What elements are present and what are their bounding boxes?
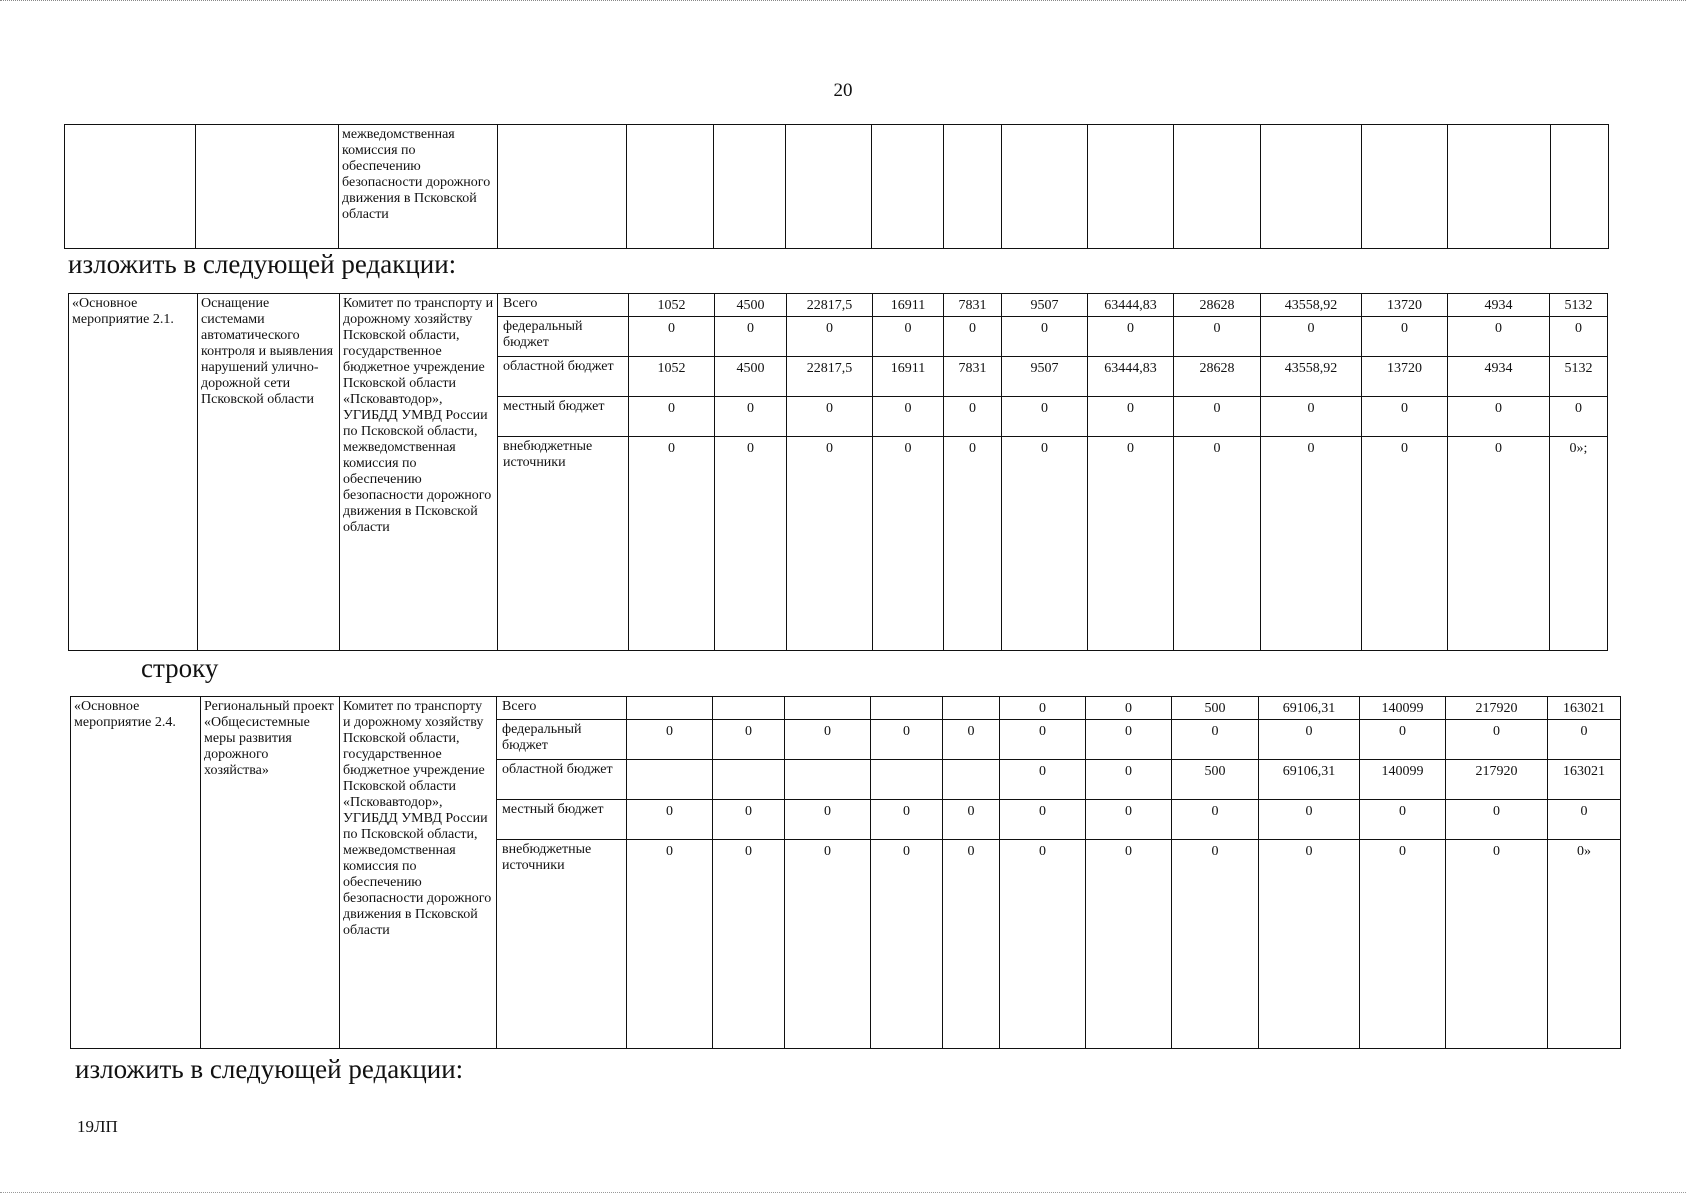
value-cell: 0	[1174, 437, 1261, 651]
value-cell: 0	[629, 317, 715, 357]
value-cell: 0	[944, 437, 1002, 651]
value-cell: 0	[1261, 317, 1362, 357]
value-cell: 0	[1261, 397, 1362, 437]
value-cell: 0	[1088, 437, 1174, 651]
source-cell: областной бюджет	[498, 357, 629, 397]
value-cell: 13720	[1362, 357, 1448, 397]
value-cell: 0	[871, 840, 943, 1049]
value-cell: 0	[944, 397, 1002, 437]
fragment-value-cell	[944, 125, 1002, 249]
footer-code: 19ЛП	[77, 1117, 118, 1136]
value-cell: 0	[1002, 397, 1088, 437]
value-cell: 0	[1002, 317, 1088, 357]
value-cell: 0	[629, 437, 715, 651]
source-cell: местный бюджет	[497, 800, 627, 840]
value-cell: 0	[627, 840, 713, 1049]
value-cell: 0	[1000, 720, 1086, 760]
value-cell: 0	[1362, 437, 1448, 651]
fragment-value-cell	[1448, 125, 1551, 249]
value-cell: 500	[1172, 697, 1259, 720]
event-2-1-table	[68, 293, 1608, 651]
value-cell: 0	[713, 840, 785, 1049]
value-cell: 0	[1172, 720, 1259, 760]
fragment-name-cell	[196, 125, 339, 249]
page-number: 20	[833, 80, 853, 101]
value-cell	[785, 760, 871, 800]
value-cell: 0	[943, 840, 1000, 1049]
value-cell: 0	[1362, 317, 1448, 357]
value-cell: 0	[1360, 800, 1446, 840]
value-cell: 1052	[629, 294, 715, 317]
executor-part: государственное бюджетное учреждение Псковской области «Псковавтодор»,	[343, 747, 485, 810]
value-cell: 0	[873, 437, 944, 651]
source-cell: внебюджетные источники	[498, 437, 629, 651]
value-cell: 0	[1448, 437, 1550, 651]
value-cell: 0	[944, 317, 1002, 357]
value-cell: 0	[1088, 317, 1174, 357]
event-executor-cell	[340, 697, 497, 1049]
value-cell: 0	[1261, 437, 1362, 651]
scan-edge-bottom	[0, 1188, 1686, 1193]
executor-part: УГИБДД УМВД России по Псковской области,	[343, 408, 488, 439]
value-cell: 0	[1000, 800, 1086, 840]
value-cell: 0	[715, 437, 787, 651]
source-cell: федеральный бюджет	[498, 317, 629, 357]
value-cell: 0	[1448, 317, 1550, 357]
value-cell: 0	[943, 800, 1000, 840]
value-cell: 0	[787, 397, 873, 437]
value-cell: 500	[1172, 760, 1259, 800]
value-cell: 4500	[715, 294, 787, 317]
value-cell	[943, 760, 1000, 800]
value-cell: 4934	[1448, 294, 1550, 317]
value-cell: 0	[1086, 840, 1172, 1049]
table-row	[69, 294, 1608, 317]
value-cell: 0	[627, 720, 713, 760]
value-cell: 7831	[944, 357, 1002, 397]
value-cell: 22817,5	[787, 294, 873, 317]
value-cell: 0	[715, 397, 787, 437]
value-cell: 63444,83	[1088, 357, 1174, 397]
executor-part: Комитет по транспорту и дорожному хозяйству Псковской области,	[343, 699, 484, 746]
source-cell: областной бюджет	[497, 760, 627, 800]
fragment-value-cell	[872, 125, 944, 249]
value-cell: 140099	[1360, 760, 1446, 800]
value-cell: 0	[787, 317, 873, 357]
value-cell: 22817,5	[787, 357, 873, 397]
fragment-value-cell	[714, 125, 786, 249]
fragment-value-cell	[1261, 125, 1362, 249]
fragment-executor-cell: межведомственная комиссия по обеспечению безопасности дорожного движения в Псковской области	[339, 125, 498, 249]
value-cell: 0	[785, 800, 871, 840]
table-fragment	[64, 124, 1609, 249]
value-cell: 0	[1448, 397, 1550, 437]
value-cell: 0	[1174, 317, 1261, 357]
value-cell: 0	[1086, 760, 1172, 800]
value-cell: 163021	[1548, 697, 1621, 720]
fragment-value-cell	[1088, 125, 1174, 249]
value-cell: 0	[871, 720, 943, 760]
value-cell: 0	[1002, 437, 1088, 651]
value-cell: 0	[1000, 697, 1086, 720]
fragment-value-cell	[627, 125, 714, 249]
fragment-value-cell	[786, 125, 872, 249]
value-cell: 0	[1259, 840, 1360, 1049]
fragment-value-cell	[1362, 125, 1448, 249]
value-cell: 28628	[1174, 294, 1261, 317]
value-cell: 63444,83	[1088, 294, 1174, 317]
source-cell: Всего	[498, 294, 629, 317]
value-cell: 0	[1548, 800, 1621, 840]
value-cell: 0	[943, 720, 1000, 760]
value-cell: 16911	[873, 294, 944, 317]
value-cell: 0	[713, 720, 785, 760]
instruction-heading: строку	[141, 653, 219, 683]
value-cell: 0	[1000, 840, 1086, 1049]
value-cell: 0	[627, 800, 713, 840]
value-cell: 9507	[1002, 357, 1088, 397]
value-cell: 0	[1086, 720, 1172, 760]
value-cell	[785, 697, 871, 720]
value-cell: 140099	[1360, 697, 1446, 720]
executor-part: Комитет по транспорту и дорожному хозяйству Псковской области,	[343, 296, 494, 343]
value-cell: 43558,92	[1261, 294, 1362, 317]
value-cell: 0	[713, 800, 785, 840]
value-cell: 0	[1446, 840, 1548, 1049]
value-cell: 0	[1259, 720, 1360, 760]
value-cell: 28628	[1174, 357, 1261, 397]
value-cell: 0	[1174, 397, 1261, 437]
fragment-value-cell	[1551, 125, 1609, 249]
executor-part: УГИБДД УМВД России по Псковской области, межведомственная комиссия по обеспечению безопасности дорожного движения в Псковской области	[343, 811, 492, 938]
value-cell: 217920	[1446, 760, 1548, 800]
value-cell: 0	[1360, 720, 1446, 760]
instruction-heading: изложить в следующей редакции:	[68, 249, 457, 279]
value-cell	[627, 760, 713, 800]
value-cell: 0	[785, 720, 871, 760]
value-cell: 69106,31	[1259, 697, 1360, 720]
value-cell: 0	[871, 800, 943, 840]
fragment-source-cell	[498, 125, 627, 249]
value-cell: 0	[787, 437, 873, 651]
fragment-code-cell	[65, 125, 196, 249]
value-cell: 217920	[1446, 697, 1548, 720]
value-cell: 0	[1172, 800, 1259, 840]
value-cell: 0	[1446, 720, 1548, 760]
value-cell: 5132	[1550, 294, 1608, 317]
value-cell: 0	[1360, 840, 1446, 1049]
value-cell: 0	[1086, 800, 1172, 840]
value-cell: 5132	[1550, 357, 1608, 397]
event-code-cell: «Основное мероприятие 2.1.	[69, 294, 198, 651]
value-cell: 0	[1088, 397, 1174, 437]
event-executor-cell	[340, 294, 498, 651]
value-cell: 0	[1172, 840, 1259, 1049]
instruction-heading: изложить в следующей редакции:	[75, 1054, 464, 1084]
value-cell: 0	[1548, 720, 1621, 760]
value-cell: 16911	[873, 357, 944, 397]
value-cell: 0	[1259, 800, 1360, 840]
source-cell: местный бюджет	[498, 397, 629, 437]
value-cell: 43558,92	[1261, 357, 1362, 397]
value-cell: 9507	[1002, 294, 1088, 317]
value-cell: 0	[785, 840, 871, 1049]
scan-edge-top	[0, 0, 1686, 5]
value-cell	[871, 697, 943, 720]
value-cell	[871, 760, 943, 800]
event-code-cell: «Основное мероприятие 2.4.	[71, 697, 201, 1049]
value-cell: 0	[873, 397, 944, 437]
value-cell: 4934	[1448, 357, 1550, 397]
source-cell: федеральный бюджет	[497, 720, 627, 760]
value-cell	[713, 697, 785, 720]
value-cell: 0	[1446, 800, 1548, 840]
executor-part: межведомственная комиссия по обеспечению безопасности дорожного движения в Псковской области	[343, 440, 492, 535]
value-cell	[943, 697, 1000, 720]
value-cell: 7831	[944, 294, 1002, 317]
value-cell: 0	[1086, 697, 1172, 720]
executor-part: государственное бюджетное учреждение Псковской области «Псковавтодор»,	[343, 344, 485, 407]
value-cell: 0	[1550, 317, 1608, 357]
value-cell: 0	[873, 317, 944, 357]
value-cell: 0»;	[1550, 437, 1608, 651]
value-cell: 0	[1000, 760, 1086, 800]
value-cell: 69106,31	[1259, 760, 1360, 800]
value-cell: 0	[715, 317, 787, 357]
event-2-4-table	[70, 696, 1621, 1049]
event-name-cell: Региональный проект «Общесистемные меры развития дорожного хозяйства»	[201, 697, 340, 1049]
value-cell: 0	[1550, 397, 1608, 437]
source-cell: Всего	[497, 697, 627, 720]
value-cell	[627, 697, 713, 720]
value-cell	[713, 760, 785, 800]
event-name-cell: Оснащение системами автоматического контроля и выявления нарушений улично-дорожной сети Псковской области	[198, 294, 340, 651]
value-cell: 1052	[629, 357, 715, 397]
value-cell: 0	[629, 397, 715, 437]
value-cell: 4500	[715, 357, 787, 397]
value-cell: 0»	[1548, 840, 1621, 1049]
table-row	[71, 697, 1621, 720]
value-cell: 0	[1362, 397, 1448, 437]
value-cell: 163021	[1548, 760, 1621, 800]
fragment-value-cell	[1174, 125, 1261, 249]
value-cell: 13720	[1362, 294, 1448, 317]
source-cell: внебюджетные источники	[497, 840, 627, 1049]
fragment-value-cell	[1002, 125, 1088, 249]
